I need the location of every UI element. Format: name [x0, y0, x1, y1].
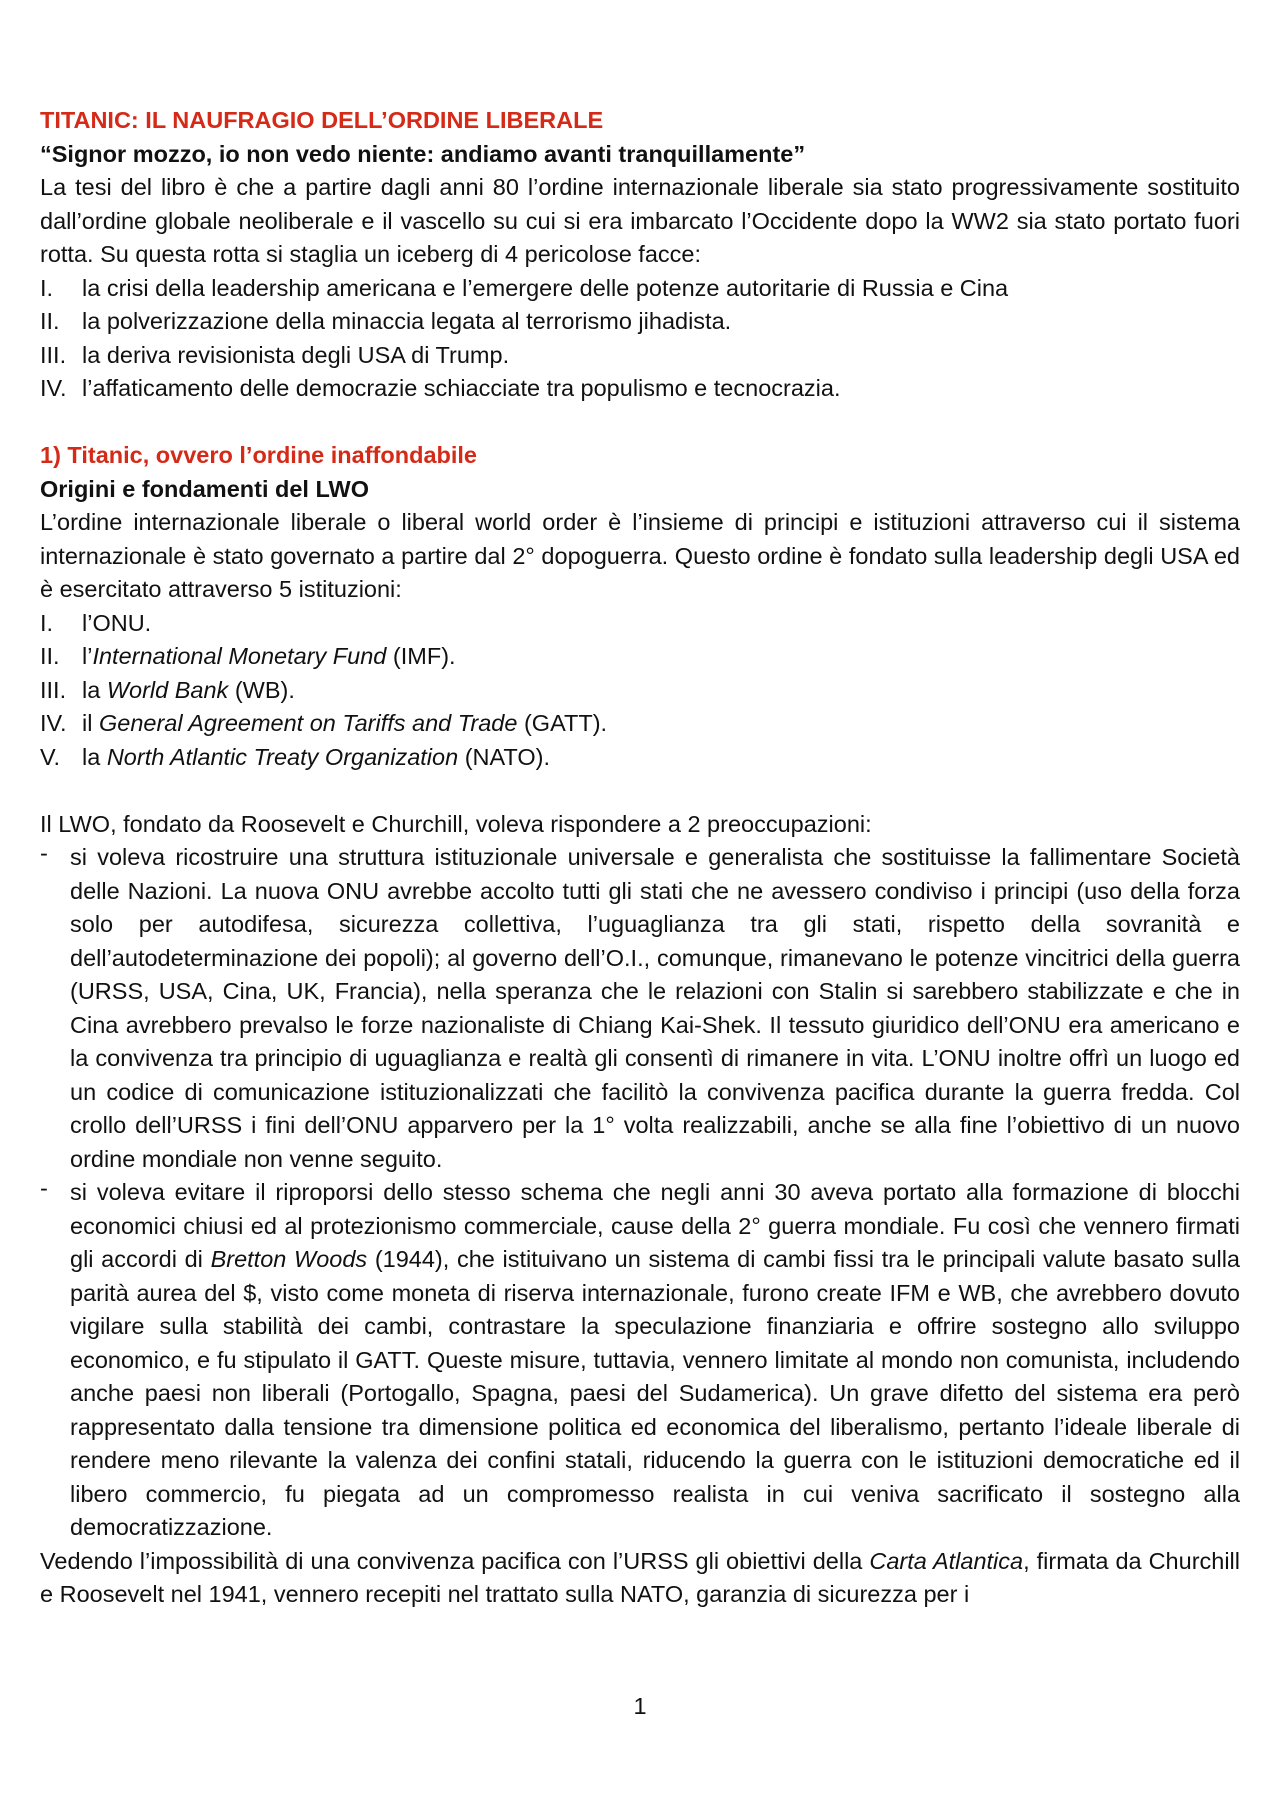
document-page	[40, 104, 1240, 1612]
epigraph-quote: “Signor mozzo, io non vedo niente: andiamo avanti tranquillamente”	[40, 140, 806, 167]
list-item: III. la World Bank (WB).	[40, 676, 295, 703]
lwo-definition-paragraph: L’ordine internazionale liberale o liberal world order è l’insieme di principi e istituzioni attraverso cui il sistema internazionale è stato governato a partire dal 2° dopoguerra. Questo ordine è fondato sulla leadership degli USA ed è esercitato attraverso 5 istituzioni:	[40, 509, 1240, 602]
intro-paragraph: La tesi del libro è che a partire dagli anni 80 l’ordine internazionale liberale sia stato progressivamente sostituito dall’ordine globale neoliberale e il vascello su cui si era imbarcato l’Occidente dopo la WW2 sia stato portato fuori rotta. Su questa rotta si staglia un iceberg di 4 pericolose facce:	[40, 174, 1240, 267]
list-item: - si voleva ricostruire una struttura istituzionale universale e generalista che sostituisse la fallimentare Società delle Nazioni. La nuova ONU avrebbe accolto tutti gli stati che ne avessero condiviso i principi (uso della forza solo per autodifesa, sicurezza collettiva, l’uguaglianza tra gli stati, rispetto della sovranità e dell’autodeterminazione dei popoli); al governo dell’O.I., comunque, rimanevano le potenze vincitrici della guerra (URSS, USA, Cina, UK, Francia), nella speranza che le relazioni con Stalin si sarebbero stabilizzate e che in Cina avrebbero prevalso le forze nazionaliste di Chiang Kai-Shek. Il tessuto giuridico dell’ONU era americano e la convivenza tra principio di uguaglianza e realtà gli consentì di rimanere in vita. L’ONU inoltre offrì un luogo ed un codice di comunicazione istituzionalizzati che facilitò la convivenza pacifica durante la guerra fredda. Col crollo dell’URSS i fini dell’ONU apparvero per la 1° volta realizzabili, anche se alla fine l’obiettivo di un nuovo ordine mondiale non venne seguito.	[40, 841, 1240, 1176]
list-item: V. la North Atlantic Treaty Organization (NATO).	[40, 743, 550, 770]
concerns-list	[40, 841, 1240, 1545]
document-title: TITANIC: IL NAUFRAGIO DELL’ORDINE LIBERALE	[40, 107, 604, 133]
dash-bullet-icon: -	[40, 1175, 48, 1201]
list-item: I. la crisi della leadership americana e l’emergere delle potenze autoritarie di Russia e Cina	[40, 274, 1009, 301]
dash-bullet-icon: -	[40, 840, 48, 866]
list-item: II. la polverizzazione della minaccia legata al terrorismo jihadista.	[40, 308, 732, 334]
list-item: I. l’ONU.	[40, 609, 152, 636]
institutions-list	[40, 607, 1240, 775]
list-item: II. l’International Monetary Fund (IMF).	[40, 643, 456, 669]
page-number: 1	[633, 1693, 647, 1719]
list-item: IV. l’affaticamento delle democrazie schiacciate tra populismo e tecnocrazia.	[40, 375, 841, 401]
list-item: - si voleva evitare il riproporsi dello stesso schema che negli anni 30 aveva portato alla formazione di blocchi economici chiusi ed al protezionismo commerciale, cause della 2° guerra mondiale. Fu così che vennero firmati gli accordi di Bretton Woods (1944), che istituivano un sistema di cambi fissi tra le principali valute basato sulla parità aurea del $, visto come moneta di riserva internazionale, furono create IFM e WB, che avrebbero dovuto vigilare sulla stabilità dei cambi, contrastare la speculazione finanziaria e offrire sostegno allo sviluppo economico, e fu stipulato il GATT. Queste misure, tuttavia, vennero limitate al mondo non comunista, includendo anche paesi non liberali (Portogallo, Spagna, paesi del Sudamerica). Un grave difetto del sistema era però rappresentato dalla tensione tra dimensione politica ed economica del liberalismo, pertanto l’ideale liberale di rendere meno rilevante la valenza dei confini statali, riducendo la guerra con le istituzioni democratiche ed il libero commercio, fu piegata ad un compromesso realista in cui veniva sacrificato il sostegno alla democratizzazione.	[40, 1176, 1240, 1545]
list-item: IV. il General Agreement on Tariffs and Trade (GATT).	[40, 710, 608, 736]
iceberg-faces-list	[40, 272, 1240, 406]
list-item: III. la deriva revisionista degli USA di Trump.	[40, 341, 510, 368]
concerns-intro-paragraph: Il LWO, fondato da Roosevelt e Churchill, voleva rispondere a 2 preoccupazioni:	[40, 810, 872, 837]
atlantic-charter-paragraph: Vedendo l’impossibilità di una convivenza pacifica con l’URSS gli obiettivi della Carta Atlantica, firmata da Churchill e Roosevelt nel 1941, vennero recepiti nel trattato sulla NATO, garanzia di sicurezza per i	[40, 1547, 1240, 1607]
section-subheading: Origini e fondamenti del LWO	[40, 475, 370, 502]
section-heading: 1) Titanic, ovvero l’ordine inaffondabile	[40, 442, 477, 468]
